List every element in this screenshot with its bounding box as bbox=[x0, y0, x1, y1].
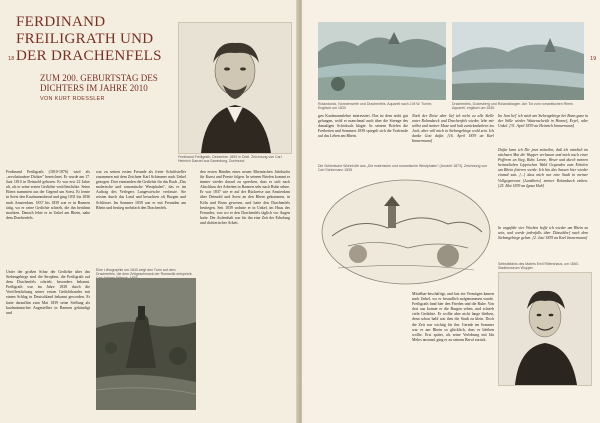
article-author: VON KURT ROESSLER bbox=[40, 96, 105, 102]
caption-portrait-left: Ferdinand Freiligrath, Dezember 1859 in Ödel. Zeichnung von Carl Heinrich Danzel aus Sammlung, Dortmund bbox=[178, 155, 282, 164]
painting-rolandseck bbox=[318, 22, 446, 100]
sketch-landscape-image bbox=[318, 176, 494, 288]
text-column-3: den ersten Bänden eines neuen Rheinischen Jahrbuchs für Kunst und Poesie folgen. In seinem Briefen kommt er immer wieder darauf zu sprechen, dass er sich nach Abschluss der Arbeiten in Barmen sehr nach Ruhe sehne. Er war 1837 wie er auf der Rückreise aus Amsterdam über Detmold und Soest an den Rhein gekommen, in Köln und Bonn gewesen, und hatte den Drachenfels bestiegen. Seit 1839 wohnte er in Unkel, im Haus des Freundes, von wo er den Drachenfels täglich vor Augen hatte. Der Aufenthalt war für ihn eine Zeit der Erholung und dichterischer Arbeit. bbox=[200, 170, 290, 225]
text-column-1b: Unter der großen Schar der Gedichte über das Siebengebirge sind die Strophen, die Freiligrath auf dem Drachenfels schrieb, besonders bekannt. Freiligrath war im Jahre 1838 durch die Veröffentlichung seiner ersten Gedichtbandes mit einem Schlag in Deutschland bekannt geworden. Er hatte daraufhin zum Mai 1839 seine Stellung als kaufmännischer Angestellter in Barmen gekündigt und bbox=[6, 270, 90, 315]
caption-painting-left: Eine Lithographie um 1840 zeigt den Turm auf dem Drachenfels, die dem Zeitgeschmack der Romantik entspricht. bbox=[96, 268, 193, 277]
sketch-landscape bbox=[318, 176, 494, 288]
page-number-right: 19 bbox=[590, 56, 597, 62]
painting-godesberg bbox=[452, 22, 584, 100]
text-column-right-3b: Dafür kenn ich Dir jetzt mitteilen, daß ich nämlich im nächsten Mai die Wupper verlassen und mich nach einer Pofferen an Sieg, Ruhr, Lenne, Weser und durch meinen heimatlichen Lippischen Wald Gegenden zum Erholen am Rhein fixieren werde. Ich bin das Sassen hier wieder einmal satt. [...] dass mich nur eine Stadt in meiner Vollgegenwart [Landkreis] meiner Rolandseck ziehen. [25. Mai 1839 an Ignaz Hub] bbox=[498, 148, 588, 188]
text-column-1: Ferdinand Freiligrath (1810-1876) wird als „revolutionärer Dichter" bezeichnet. Er wurde am 17. Juni 1810 in Detmold geboren. Er war erst 22 Jahre alt, als er seine ersten Gedichte veröffentlichte. Seine Eltern stammten aus der Gegend um Soest. Er lernte in Soest den Kaufmannsberuf und ging 1831 bis 1836 nach Amsterdam. 1837 bis 1839 war er in Barmen tätig, wo er seine Gedichte schrieb, die ihn berühmt machten. Danach lebte er in Unkel am Rhein, nahe dem Drachenfels. bbox=[6, 170, 90, 220]
left-page bbox=[0, 0, 298, 423]
painting-godesberg-image bbox=[452, 22, 584, 100]
portrait-rittershaus bbox=[498, 272, 592, 386]
article-title: FERDINAND FREILIGRATH UND DER DRACHENFELS bbox=[16, 14, 162, 64]
text-column-right-3c: In ungefähr vier Wochen hoffe ich wieder am Rhein zu sein, und werde jedenfalls über Düsseldorf nach dem Siebengebirge gehen. [2. Juni 1839 an Karl Immermann] bbox=[498, 226, 588, 241]
painting-rolandseck-image bbox=[318, 22, 446, 100]
page-number-left: 18 bbox=[8, 56, 15, 62]
text-column-right-4: Mittelbar-beschäftigt, und fast ein Vermögen kamen nach Unkel, wo er freundlich aufgenommen wurde. Freiligrath fand hier den Frieden und die Ruhe. Von dort aus konnte er die Burgen sehen, und schrieb viele Gedichte. Er wollte aber nicht lange bleiben, denn schon bald war ihm die Stadt zu klein. Doch die Zeit war wichtig für ihn: Gerade im Sommer war er am Rhein so glücklich, dass er bleiben wollte. Erst später, als seine Verlobung mit Ida Melos anstand, ging er zu seinem Beruf zurück. bbox=[412, 292, 494, 342]
caption-painting-right1: Rolandseck, Nonnenwerth und Drachenfels. Aquarell nach J.M.W. Turner, Englisch um 1830 bbox=[318, 102, 433, 111]
text-column-2: war zu seinen ersten Freunde als freier Schriftsteller zusammen mit dem Zeichner Karl Schimmer nach Unkel gezogen. Dort entstanden die Gedichte für das Buch „Das malerische und romantische Westphalen", das er im Auftrag des Verlegers Langewiesche verfasste. Sie reisten durch das Land und besuchten oft Burgen und Schlösser. Im Sommer 1839 war er mit Freunden am Rhein und bestieg mehrfach den Drachenfels. bbox=[96, 170, 186, 210]
text-column-right-2: Nach der Reise aber lief ich nicht zu alle Stelle unter Rolandseck und Drachenfels wieder, lebe mir selbst und meiner Muse und halt zurückzukehren ins Joch, aber will mich in Siebengebirge wohl sein. Ich danke Gott dafür. [16. April 1839 an Karl Immermann] bbox=[412, 114, 494, 144]
article-subtitle: ZUM 200. GEBURTSTAG DES DICHTERS IM JAHRE 2010 bbox=[40, 73, 158, 93]
caption-portrait-right: Selbstbildnis des Malers Emil Rittershaus, um 1860, Stadtmuseum Wupper. bbox=[498, 262, 579, 271]
portrait-freiligrath bbox=[178, 22, 292, 154]
caption-sketch-right: Die Schiedsche Wohnhöfe aus „Die malerische und romantische Westphalen" (Ansicht 1873). Zeichnung von Carl Schürmann 1835 bbox=[318, 164, 488, 173]
right-page bbox=[302, 0, 600, 423]
painting-drachenfels bbox=[96, 278, 196, 410]
painting-drachenfels-image bbox=[96, 278, 196, 410]
text-column-right-3: Im Juni lief' ich mich am Siebengebirge bei Bonn ganz in der Stille wieder Wattenscheidt in Honnef, Eryel, oder Unkel. [31. April 1839 an Heinrich Immermann] bbox=[498, 114, 588, 129]
caption-painting-right2: Drachenfels, Godesberg und Rolandsbogen. Am Tor zum romantischen Rhein. Aquarell, englisch um 1830. bbox=[452, 102, 574, 111]
portrait-rittershaus-image bbox=[499, 273, 591, 385]
portrait-sketch bbox=[179, 23, 291, 153]
text-column-right-1: gen Kaufmannslehre interessiert. Das ist dem nicht gut gelungen, wohl er manchmal auch über die Strenge des damaligen Schicksals klagte. In seinem Briefen die Freiheiten und Sommers 1839 spiegelt sich die Vorfreude auf das Leben am Rhein. bbox=[318, 114, 408, 139]
